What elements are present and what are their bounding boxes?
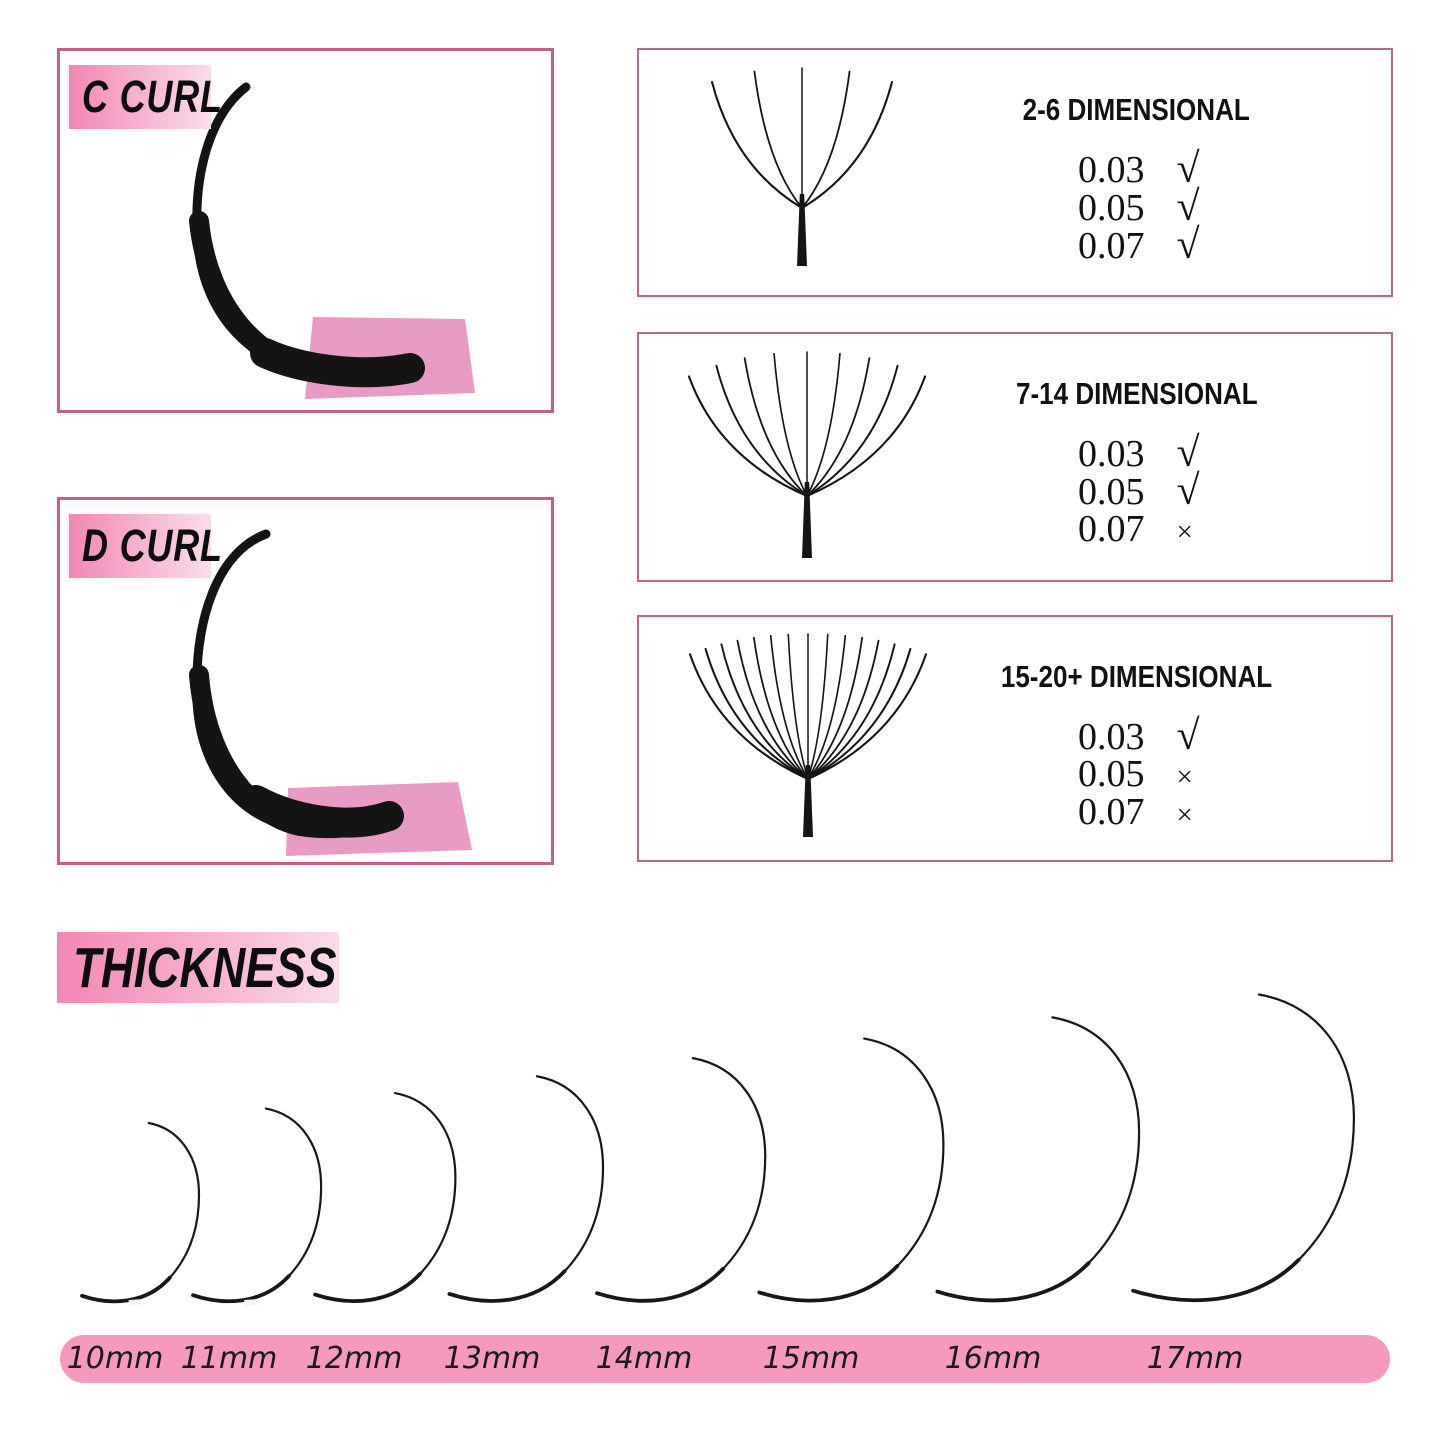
d-curl-label-text: D CURL xyxy=(82,520,223,571)
length-label-15mm: 15mm xyxy=(762,1341,860,1376)
thickness-row xyxy=(894,755,1379,793)
thickness-value: 0.05 xyxy=(1078,187,1145,229)
thickness-value: 0.05 xyxy=(1078,753,1145,795)
length-label-12mm: 12mm xyxy=(305,1341,403,1376)
thickness-row xyxy=(894,468,1379,514)
cross-mark: × xyxy=(1176,761,1193,793)
check-mark: √ xyxy=(1176,468,1200,514)
length-label-13mm: 13mm xyxy=(443,1341,541,1376)
thickness-value: 0.05 xyxy=(1078,471,1145,513)
lash-length-curves-image xyxy=(40,960,1445,1340)
dimension-card-2-6-title xyxy=(894,92,1379,134)
thickness-value: 0.03 xyxy=(1078,149,1145,191)
dimension-card-7-14-title-text: 7-14 DIMENSIONAL xyxy=(1015,376,1258,411)
thickness-value: 0.07 xyxy=(1078,508,1145,550)
dimension-card-15-20-title xyxy=(894,659,1379,701)
length-scale-bar xyxy=(60,1335,1390,1383)
thickness-value: 0.07 xyxy=(1078,791,1145,833)
cross-mark: × xyxy=(1176,799,1193,831)
thickness-row xyxy=(894,184,1379,230)
check-mark: √ xyxy=(1176,184,1200,230)
thickness-row xyxy=(894,510,1379,548)
thickness-row xyxy=(894,713,1379,759)
thickness-value: 0.07 xyxy=(1078,225,1145,267)
dimension-card-7-14-title xyxy=(894,376,1379,418)
dimension-card-7-14-rows xyxy=(894,430,1379,550)
check-mark: √ xyxy=(1176,146,1200,192)
dimension-card-7-14 xyxy=(637,332,1393,582)
c-curl-card xyxy=(57,48,554,413)
c-curl-label-text: C CURL xyxy=(82,71,223,122)
dimension-card-15-20-title-text: 15-20+ DIMENSIONAL xyxy=(1000,659,1273,694)
length-label-10mm: 10mm xyxy=(66,1341,164,1376)
dimension-card-2-6-rows xyxy=(894,146,1379,268)
cross-mark: × xyxy=(1176,516,1193,548)
d-curl-card xyxy=(57,497,554,865)
dimension-card-15-20 xyxy=(637,615,1393,862)
check-mark: √ xyxy=(1176,713,1200,759)
check-mark: √ xyxy=(1176,430,1200,476)
length-label-11mm: 11mm xyxy=(180,1341,278,1376)
dimension-card-2-6 xyxy=(637,48,1393,297)
d-curl-label xyxy=(69,514,223,578)
thickness-value: 0.03 xyxy=(1078,716,1145,758)
dimension-card-2-6-title-text: 2-6 DIMENSIONAL xyxy=(1022,92,1251,127)
thickness-title-text: THICKNESS xyxy=(73,935,337,1000)
thickness-row xyxy=(894,793,1379,831)
length-label-16mm: 16mm xyxy=(944,1341,1042,1376)
thickness-value: 0.03 xyxy=(1078,433,1145,475)
thickness-row xyxy=(894,430,1379,476)
thickness-row xyxy=(894,222,1379,268)
length-label-14mm: 14mm xyxy=(595,1341,693,1376)
c-curl-label xyxy=(69,65,223,129)
dimension-card-15-20-rows xyxy=(894,713,1379,833)
check-mark: √ xyxy=(1176,222,1200,268)
thickness-row xyxy=(894,146,1379,192)
length-label-17mm: 17mm xyxy=(1146,1341,1244,1376)
